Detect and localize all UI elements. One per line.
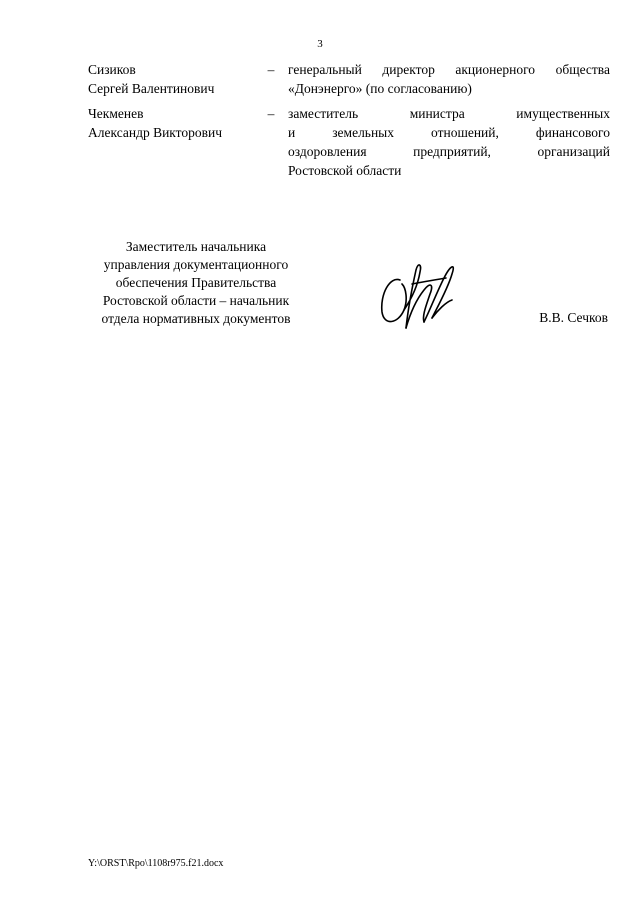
member-row	[88, 60, 610, 98]
member-name	[88, 60, 268, 98]
member-position-line: и земельных отношений, финансового	[288, 125, 610, 140]
member-surname: Сизиков	[88, 62, 136, 77]
member-given-name: Сергей Валентинович	[88, 81, 215, 96]
handwritten-signature	[372, 254, 468, 340]
member-position-line: Ростовской области	[288, 163, 402, 178]
signatory-title-line: Ростовской области – начальник	[102, 293, 290, 308]
member-position-line: оздоровления предприятий, организаций	[288, 144, 610, 159]
member-name	[88, 104, 268, 180]
member-given-name: Александр Викторович	[88, 125, 223, 140]
member-surname: Чекменев	[88, 106, 144, 121]
member-dash: –	[267, 106, 275, 121]
signatory-title-line: управления документационного	[103, 257, 289, 272]
members-list	[88, 60, 610, 186]
signer-name: В.В. Сечков	[539, 310, 608, 325]
file-path: Y:\ORST\Rpo\1108r975.f21.docx	[88, 858, 224, 869]
member-position-line: генеральный директор акционерного общества	[288, 62, 610, 77]
page-number: 3	[317, 38, 323, 50]
member-dash: –	[267, 62, 275, 77]
member-position-line: «Донэнерго» (по согласованию)	[288, 81, 472, 96]
signatory-title-line: Заместитель начальника	[125, 239, 267, 254]
member-row	[88, 104, 610, 180]
signatory-title-line: обеспечения Правительства	[115, 275, 277, 290]
member-position	[282, 60, 610, 98]
signatory-title	[80, 238, 312, 328]
member-position	[282, 104, 610, 180]
member-position-line: заместитель министра имущественных	[288, 106, 610, 121]
signatory-title-line: отдела нормативных документов	[101, 311, 291, 326]
